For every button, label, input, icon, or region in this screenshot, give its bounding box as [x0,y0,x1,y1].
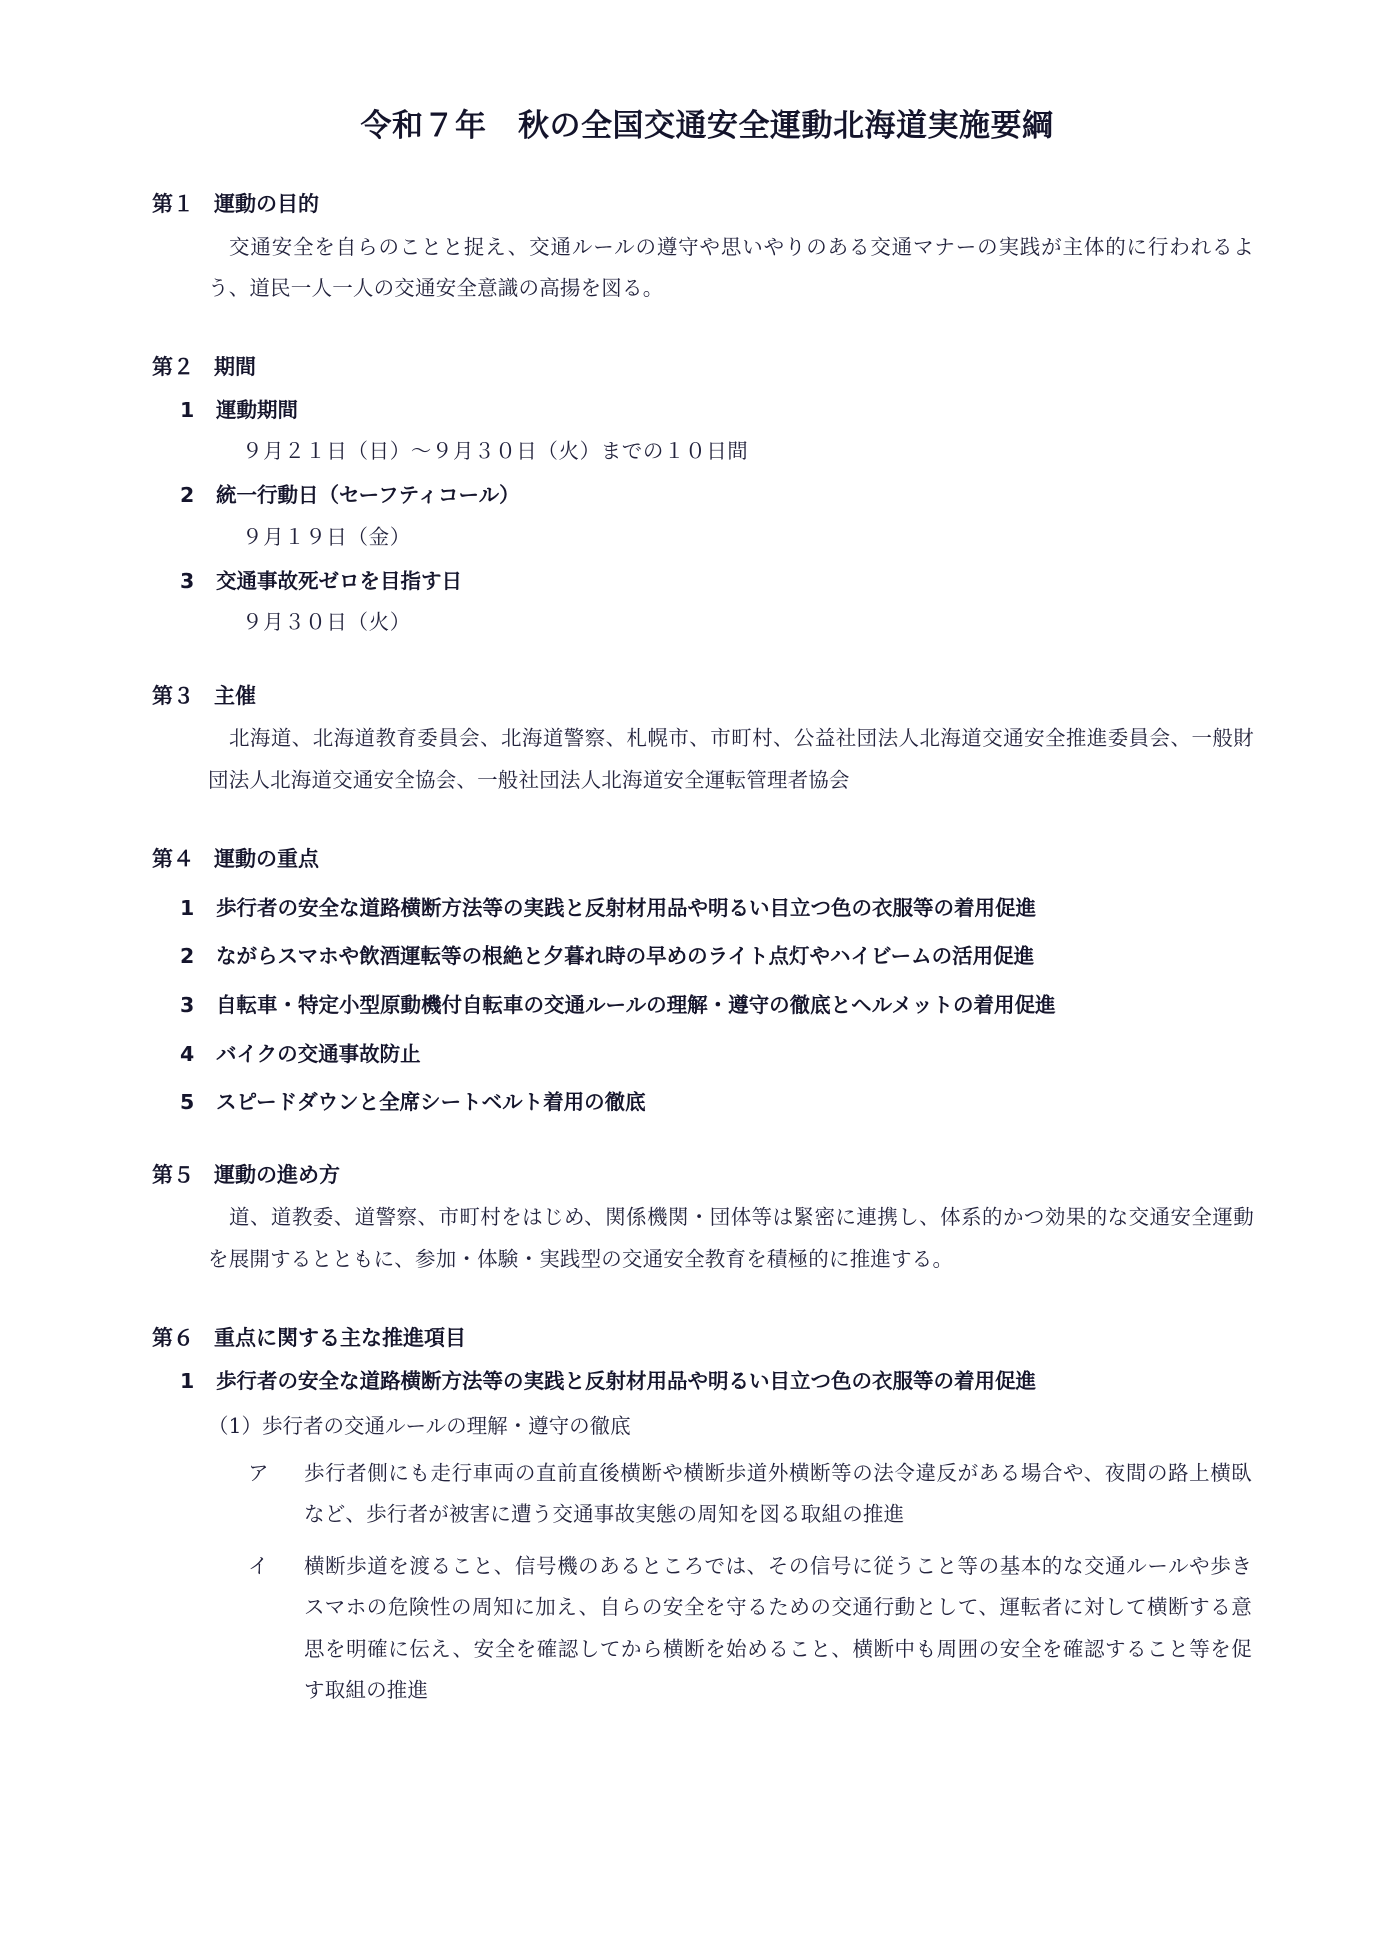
promotion-item-label: 歩行者の安全な道路横断方法等の実践と反射材用品や明るい目立つ色の衣服等の着用促進 [216,1368,1036,1393]
section-5-paragraph: 道、道教委、道警察、市町村をはじめ、関係機関・団体等は緊密に連携し、体系的かつ効果的な交通安全運動を展開するとともに、参加・体験・実践型の交通安全教育を積極的に推進する。 [208,1205,1254,1271]
section-1-paragraph: 交通安全を自らのことと捉え、交通ルールの遵守や思いやりのある交通マナーの実践が主体的に行われるよう、道民一人一人の交通安全意識の高揚を図る。 [208,234,1254,301]
period-item-label: 運動期間 [216,397,298,422]
priority-item-label: 自転車・特定小型原動機付自転車の交通ルールの理解・遵守の徹底とヘルメットの着用促進 [216,992,1056,1017]
promotion-kana-marker: ア [248,1461,269,1485]
promotion-kana-item [152,1546,1262,1712]
section-3-heading [152,682,1262,710]
priority-item-label: スピードダウンと全席シートベルト着用の徹底 [216,1090,646,1115]
priority-item-number: 2 [180,944,195,969]
section-2-title: 期間 [214,355,256,380]
section-1-purpose [152,190,1262,309]
section-1-title: 運動の目的 [214,192,319,217]
section-5-number: 第５ [152,1163,194,1188]
section-5-method [152,1161,1262,1280]
period-item-date: ９月２１日（日）～９月３０日（火）までの１０日間 [242,439,749,464]
priority-item [152,942,1262,971]
promotion-item [152,1367,1262,1396]
period-item [152,567,1262,596]
priority-item-label: バイクの交通事故防止 [216,1041,421,1066]
priority-item-label: 歩行者の安全な道路横断方法等の実践と反射材用品や明るい目立つ色の衣服等の着用促進 [216,895,1036,920]
section-5-heading [152,1161,1262,1189]
priority-item-number: 5 [180,1090,195,1115]
period-item-date: ９月１９日（金） [242,524,411,549]
priority-item [152,991,1262,1020]
priority-item [152,894,1262,923]
section-5-title: 運動の進め方 [214,1163,340,1188]
section-6-number: 第６ [152,1326,194,1351]
promotion-kana-item [152,1453,1262,1536]
section-4-heading [152,845,1262,873]
section-3-number: 第３ [152,684,194,709]
priority-item [152,1088,1262,1117]
section-6-promotion-items [152,1324,1262,1711]
section-6-heading [152,1324,1262,1352]
period-item [152,481,1262,510]
page-title: 令和７年 秋の全国交通安全運動北海道実施要綱 [360,108,1054,144]
promotion-kana-text: 歩行者側にも走行車両の直前直後横断や横断歩道外横断等の法令違反がある場合や、夜間の路上横臥など、歩行者が被害に遭う交通事故実態の周知を図る取組の推進 [304,1461,1252,1527]
period-item [152,396,1262,425]
section-3-organizers [152,682,1262,801]
priority-item [152,1040,1262,1069]
period-item-number: 3 [180,568,195,593]
promotion-subitem-1: （1）歩行者の交通ルールの理解・遵守の徹底 [208,1414,631,1439]
section-2-number: 第２ [152,355,194,380]
period-item-label: 統一行動日（セーフティコール） [216,483,520,508]
priority-item-label: ながらスマホや飲酒運転等の根絶と夕暮れ時の早めのライト点灯やハイビームの活用促進 [216,944,1035,969]
section-3-title: 主催 [214,684,256,709]
section-2-period [152,353,1262,638]
promotion-kana-marker: イ [248,1553,269,1578]
section-4-priorities [152,845,1262,1117]
period-item-date: ９月３０日（火） [242,610,411,635]
period-item-number: 1 [180,397,195,422]
section-4-number: 第４ [152,847,194,872]
period-item-number: 2 [180,483,195,508]
priority-item-number: 4 [180,1041,195,1066]
section-6-title: 重点に関する主な推進項目 [214,1326,466,1351]
section-2-heading [152,353,1262,381]
promotion-kana-text: 横断歩道を渡ること、信号機のあるところでは、その信号に従うこと等の基本的な交通ルールや歩きスマホの危険性の周知に加え、自らの安全を守るための交通行動として、運転者に対して横断する意思を明確に伝え、安全を確認してから横断を始めること、横断中も周囲の安全を確認すること等を促す取組の推進 [304,1553,1252,1703]
section-3-paragraph: 北海道、北海道教育委員会、北海道警察、札幌市、市町村、公益社団法人北海道交通安全推進委員会、一般財団法人北海道交通安全協会、一般社団法人北海道安全運転管理者協会 [208,726,1254,792]
section-4-title: 運動の重点 [214,847,319,872]
section-1-heading [152,190,1262,218]
promotion-item-number: 1 [180,1368,195,1393]
priority-item-number: 1 [180,895,195,920]
priority-item-number: 3 [180,992,195,1017]
section-1-number: 第１ [152,192,194,217]
period-item-label: 交通事故死ゼロを目指す日 [216,568,462,593]
